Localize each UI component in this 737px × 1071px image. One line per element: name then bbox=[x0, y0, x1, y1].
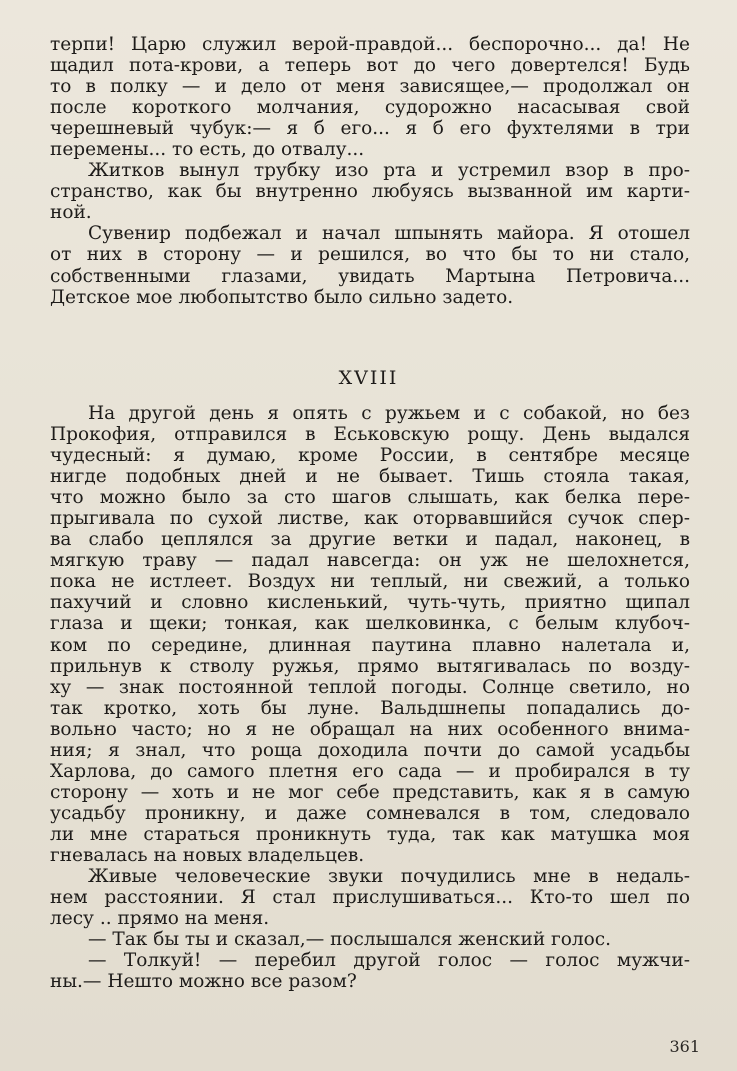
text-line: ва слабо цеплялся за другие ветки и падал, наконец, в bbox=[50, 529, 690, 551]
text-line: прыгивала по сухой листве, как оторвавшийся сучок спер- bbox=[50, 508, 690, 530]
text-line: ком по середине, длинная паутина плавно налетала и, bbox=[50, 634, 690, 656]
page-number: 361 bbox=[669, 1037, 700, 1056]
text-line: Детское мое любопытство было сильно задето. bbox=[50, 286, 514, 308]
paragraph-block-chapter bbox=[50, 403, 690, 992]
text-line: перемены... то есть, до отвалу... bbox=[50, 139, 365, 161]
text-line: лесу .. прямо на меня. bbox=[50, 908, 270, 930]
text-line: Живые человеческие звуки почудились мне в недаль- bbox=[88, 866, 690, 888]
text-line: черешневый чубук:— я б его... я б его фухтелями в три bbox=[50, 118, 690, 140]
text-line: собственными глазами, увидать Мартына Петровича... bbox=[50, 265, 690, 287]
text-line: пахучий и словно кисленький, чуть-чуть, приятно щипал bbox=[50, 592, 690, 614]
text-line: от них в сторону — и решился, во что бы то ни стало, bbox=[50, 244, 690, 266]
text-line: прильнув к стволу ружья, прямо вытягивалась по возду- bbox=[50, 655, 690, 677]
text-line: ху — знак постоянной теплой погоды. Солнце светило, но bbox=[50, 676, 690, 698]
text-line: так кротко, хоть бы луне. Вальдшнепы попадались до- bbox=[50, 697, 690, 719]
text-line: щадил пота-крови, а теперь вот до чего довертелся! Будь bbox=[50, 55, 690, 77]
text-line: пока не истлеет. Воздух ни теплый, ни свежий, а только bbox=[50, 571, 690, 593]
text-line: что можно было за сто шагов слышать, как белка пере- bbox=[50, 487, 690, 509]
text-line: Житков вынул трубку изо рта и устремил взор в про- bbox=[88, 160, 690, 182]
text-line: мягкую траву — падал навсегда: он уж не шелохнется, bbox=[50, 550, 690, 572]
text-line: странство, как бы внутренно любуясь вызванной им карти- bbox=[50, 181, 690, 203]
text-line: — Так бы ты и сказал,— послышался женский голос. bbox=[88, 929, 611, 951]
text-line: Сувенир подбежал и начал шпынять майора. Я отошел bbox=[88, 223, 690, 245]
text-line: гневалась на новых владельцев. bbox=[50, 844, 365, 866]
text-line: то в полку — и дело от меня зависящее,— продолжал он bbox=[50, 76, 690, 98]
text-line: ния; я знал, что роща доходила почти до самой усадьбы bbox=[50, 739, 690, 761]
text-line: — Толкуй! — перебил другой голос — голос мужчи- bbox=[88, 950, 690, 972]
text-line: нигде подобных дней и не бывает. Тишь стояла такая, bbox=[50, 466, 690, 488]
paragraph-block-top bbox=[50, 34, 690, 308]
text-line: ны.— Нешто можно все разом? bbox=[50, 971, 357, 993]
text-line: На другой день я опять с ружьем и с собакой, но без bbox=[88, 403, 690, 424]
text-line: нем расстоянии. Я стал прислушиваться... Кто-то шел по bbox=[50, 887, 690, 909]
text-line: ной. bbox=[50, 202, 92, 224]
chapter-heading: XVIII bbox=[338, 367, 399, 389]
text-line: сторону — хоть и не мог себе представить, как я в самую bbox=[50, 781, 690, 803]
text-line: терпи! Царю служил верой-правдой... беспорочно... да! Не bbox=[50, 34, 690, 55]
text-line: вольно часто; но я не обращал на них особенного внима- bbox=[50, 718, 690, 740]
text-line: после короткого молчания, судорожно насасывая свой bbox=[50, 97, 690, 119]
text-line: усадьбу проникну, и даже сомневался в том, следовало bbox=[50, 802, 690, 824]
text-line: глаза и щеки; тонкая, как шелковинка, с белым клубоч- bbox=[50, 613, 690, 635]
text-line: Харлова, до самого плетня его сада — и пробирался в ту bbox=[50, 760, 690, 782]
text-line: ли мне стараться проникнуть туда, так как матушка моя bbox=[50, 823, 690, 845]
text-line: чудесный: я думаю, кроме России, в сентябре месяце bbox=[50, 445, 690, 467]
text-line: Прокофия, отправился в Еськовскую рощу. День выдался bbox=[50, 424, 690, 446]
